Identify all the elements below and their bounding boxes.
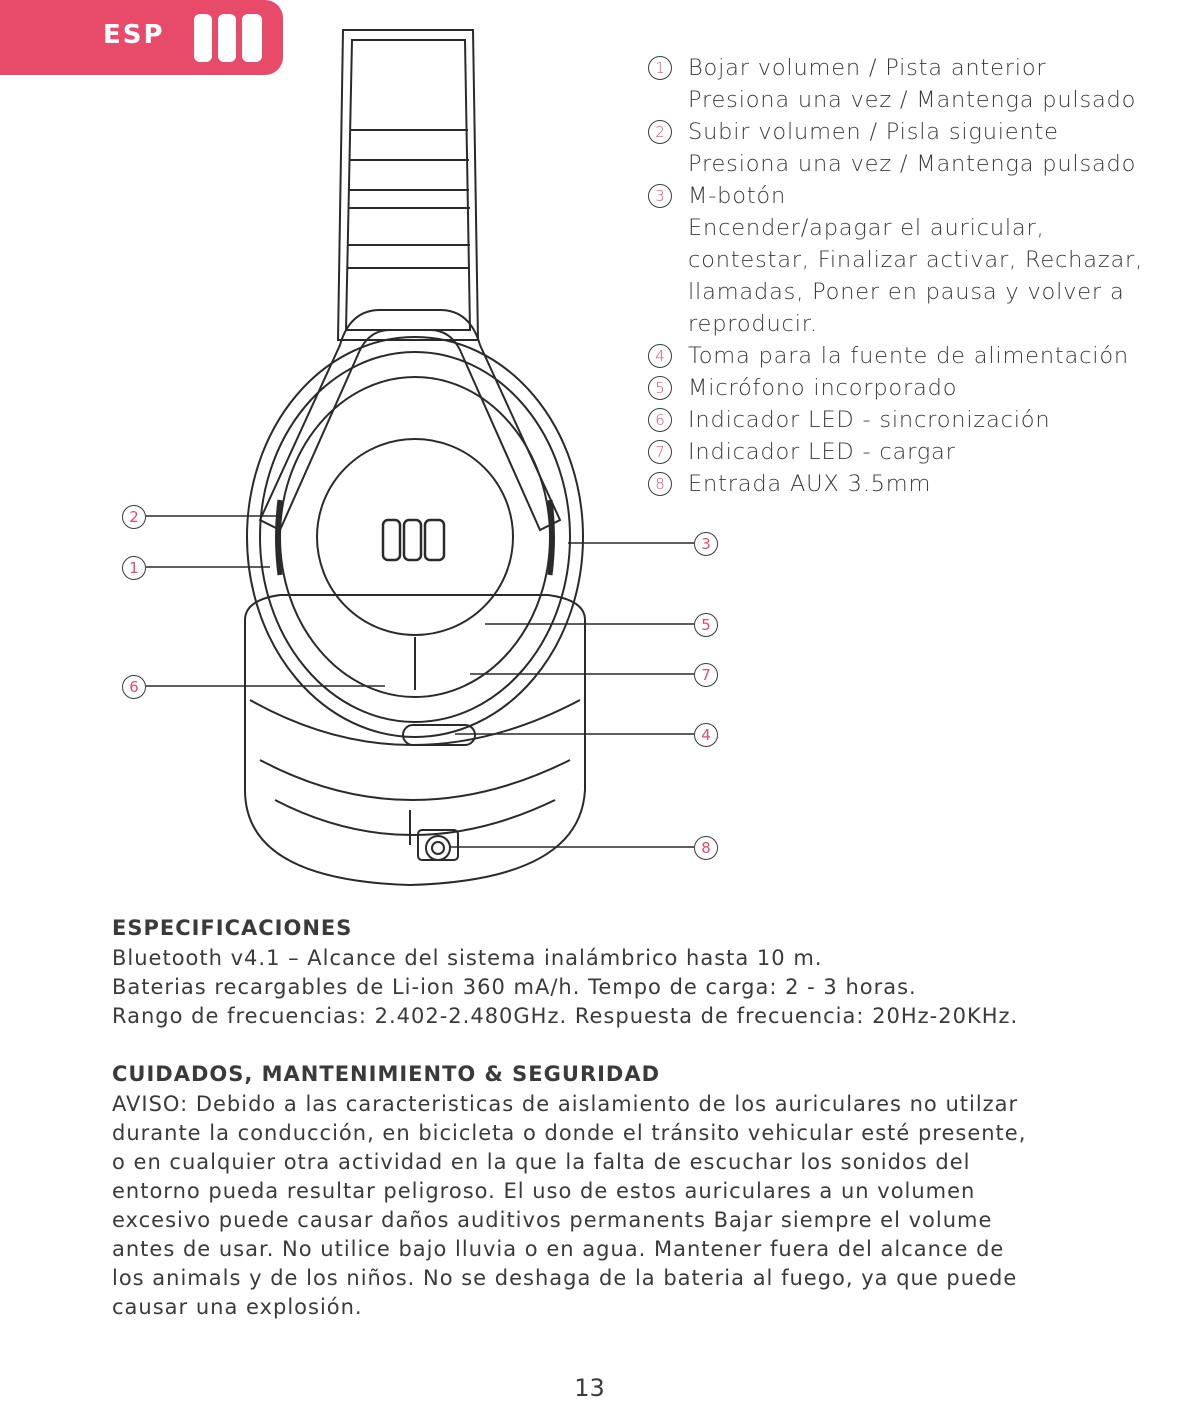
callout-2: 2 <box>122 505 146 529</box>
legend-item-8 <box>648 468 1178 500</box>
legend-number: 8 <box>648 472 672 496</box>
specs-heading: ESPECIFICACIONES <box>112 916 353 940</box>
care-line: durante la conducción, en bicicleta o donde el tránsito vehicular esté presente, <box>112 1121 1027 1145</box>
language-label: ESP <box>103 20 165 50</box>
legend-item-2 <box>648 116 1178 180</box>
legend-item-1 <box>648 52 1178 116</box>
callout-8: 8 <box>694 836 718 860</box>
legend-number: 2 <box>648 120 672 144</box>
specs-line: Baterias recargables de Li-ion 360 mA/h. Tempo de carga: 2 - 3 horas. <box>112 975 917 999</box>
legend-number: 1 <box>648 56 672 80</box>
legend-line: M-botón <box>688 183 787 209</box>
legend-number: 5 <box>648 376 672 400</box>
legend-line: Subir volumen / Pisla siguiente <box>688 119 1059 145</box>
callout-1: 1 <box>122 556 146 580</box>
callout-3: 3 <box>694 532 718 556</box>
specs-line: Rango de frecuencias: 2.402-2.480GHz. Respuesta de frecuencia: 20Hz-20KHz. <box>112 1004 1019 1028</box>
legend-number: 4 <box>648 344 672 368</box>
legend-item-6 <box>648 404 1178 436</box>
legend-line: reproducir. <box>688 311 818 337</box>
legend-number: 3 <box>648 184 672 208</box>
specs-line: Bluetooth v4.1 – Alcance del sistema inalámbrico hasta 10 m. <box>112 946 823 970</box>
legend-line: Entrada AUX 3.5mm <box>688 471 932 497</box>
legend-item-3 <box>648 180 1178 340</box>
feature-legend <box>648 52 1178 500</box>
care-line: causar una explosión. <box>112 1295 363 1319</box>
callout-5: 5 <box>694 613 718 637</box>
legend-item-4 <box>648 340 1178 372</box>
legend-line: Toma para la fuente de alimentación <box>688 343 1129 369</box>
manual-text <box>112 912 1172 1322</box>
callout-6: 6 <box>122 675 146 699</box>
legend-line: Micrófono incorporado <box>688 375 958 401</box>
legend-line: Presiona una vez / Mantenga pulsado <box>688 87 1137 113</box>
legend-line: llamadas, Poner en pausa y volver a <box>688 279 1125 305</box>
legend-line: Indicador LED - cargar <box>688 439 956 465</box>
legend-item-5 <box>648 372 1178 404</box>
legend-line: Indicador LED - sincronización <box>688 407 1051 433</box>
legend-item-7 <box>648 436 1178 468</box>
page-number: 13 <box>574 1374 605 1402</box>
callout-7: 7 <box>694 663 718 687</box>
legend-number: 7 <box>648 440 672 464</box>
care-line: excesivo puede causar daños auditivos permanents Bajar siempre el volume <box>112 1208 993 1232</box>
care-heading: CUIDADOS, MANTENIMIENTO & SEGURIDAD <box>112 1062 661 1086</box>
legend-line: Encender/apagar el auricular, <box>688 215 1045 241</box>
legend-line: Presiona una vez / Mantenga pulsado <box>688 151 1137 177</box>
legend-line: Bojar volumen / Pista anterior <box>688 55 1047 81</box>
legend-number: 6 <box>648 408 672 432</box>
care-line: antes de usar. No utilice bajo lluvia o en agua. Mantener fuera del alcance de <box>112 1237 1005 1261</box>
care-line: AVISO: Debido a las caracteristicas de aislamiento de los auriculares no utilzar <box>112 1092 1019 1116</box>
care-line: los animals y de los niños. No se deshaga de la bateria al fuego, ya que puede <box>112 1266 1018 1290</box>
care-line: entorno pueda resultar peligroso. El uso de estos auriculares a un volumen <box>112 1179 976 1203</box>
callout-4: 4 <box>694 723 718 747</box>
care-line: o en cualquier otra actividad en la que la falta de escuchar los sonidos del <box>112 1150 971 1174</box>
legend-line: contestar, Finalizar activar, Rechazar, <box>688 247 1144 273</box>
